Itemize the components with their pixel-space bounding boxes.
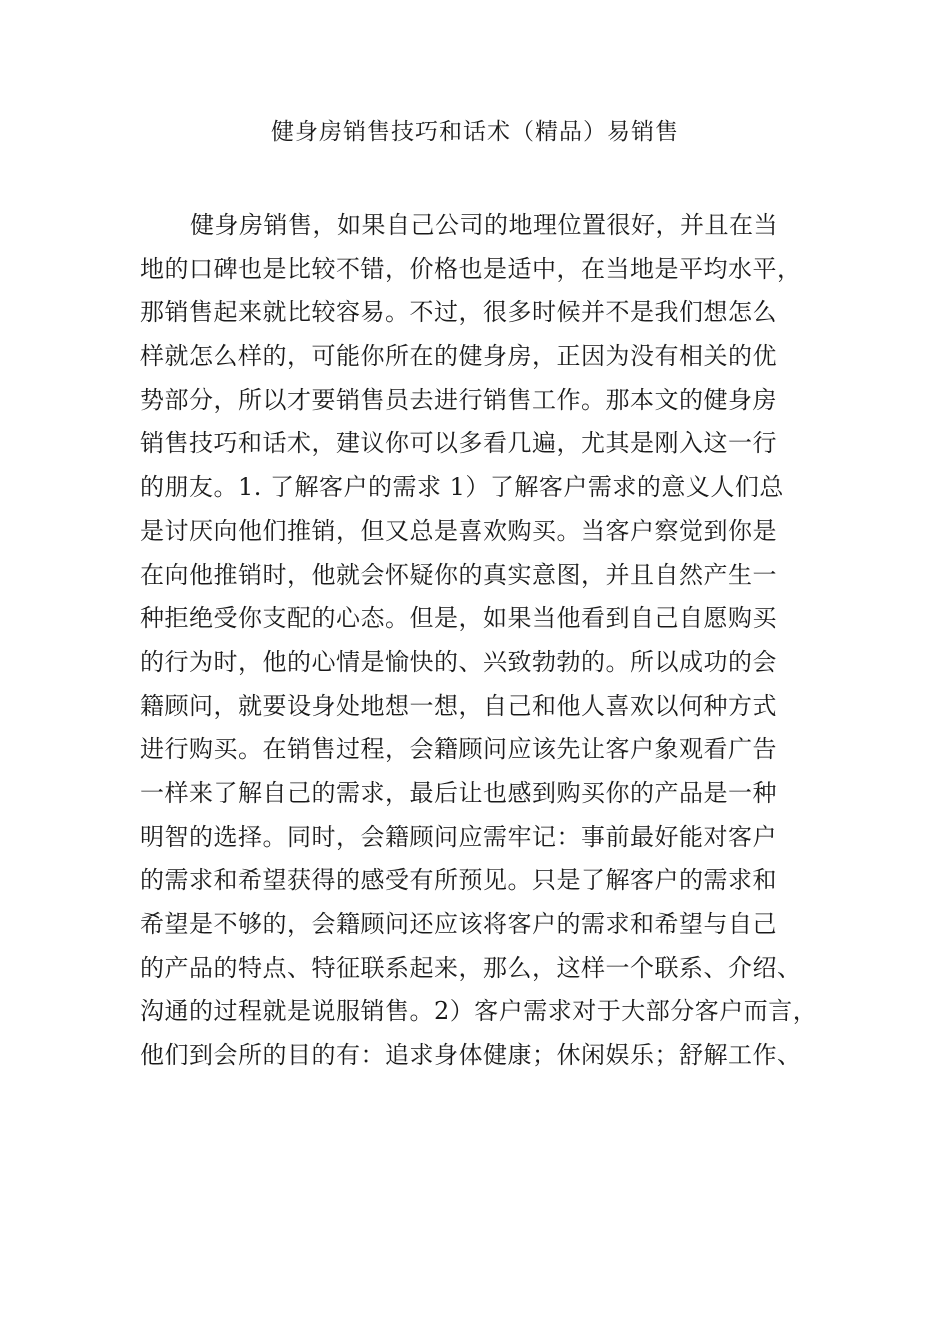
paragraph-line: 进行购买。在销售过程，会籍顾问应该先让客户象观看广告 — [140, 735, 777, 764]
paragraph-line: 地的口碑也是比较不错，价格也是适中，在当地是平均水平， — [140, 254, 802, 283]
paragraph-line: 籍顾问，就要设身处地想一想，自己和他人喜欢以何种方式 — [140, 691, 777, 720]
paragraph-line: 销售技巧和话术，建议你可以多看几遍，尤其是刚入这一行 — [140, 429, 777, 458]
paragraph-line: 的产品的特点、特征联系起来，那么，这样一个联系、介绍、 — [140, 953, 802, 982]
document-body — [140, 204, 830, 1078]
paragraph-line: 沟通的过程就是说服销售。2）客户需求对于大部分客户而言， — [140, 997, 818, 1026]
paragraph-line: 明智的选择。同时，会籍顾问应需牢记：事前最好能对客户 — [140, 822, 777, 851]
document-title: 健身房销售技巧和话术（精品）易销售 — [271, 119, 679, 145]
paragraph-line: 样就怎么样的，可能你所在的健身房，正因为没有相关的优 — [140, 342, 777, 371]
paragraph-line: 希望是不够的，会籍顾问还应该将客户的需求和希望与自己 — [140, 910, 777, 938]
paragraph-line: 的需求和希望获得的感受有所预见。只是了解客户的需求和 — [140, 866, 777, 895]
paragraph-line: 在向他推销时，他就会怀疑你的真实意图，并且自然产生一 — [140, 560, 777, 589]
paragraph-line: 势部分，所以才要销售员去进行销售工作。那本文的健身房 — [140, 385, 777, 414]
paragraph-line: 一样来了解自己的需求，最后让也感到购买你的产品是一种 — [140, 778, 777, 807]
paragraph-line: 那销售起来就比较容易。不过，很多时候并不是我们想怎么 — [140, 298, 777, 327]
paragraph-line: 种拒绝受你支配的心态。但是，如果当他看到自己自愿购买 — [140, 604, 777, 633]
paragraph-line: 健身房销售，如果自己公司的地理位置很好，并且在当 — [190, 211, 778, 239]
paragraph-line: 的行为时，他的心情是愉快的、兴致勃勃的。所以成功的会 — [140, 647, 777, 676]
paragraph-line: 的朋友。1. 了解客户的需求 1）了解客户需求的意义人们总 — [140, 473, 784, 502]
paragraph-line: 他们到会所的目的有：追求身体健康；休闲娱乐；舒解工作、 — [140, 1041, 802, 1070]
paragraph-line: 是讨厌向他们推销，但又总是喜欢购买。当客户察觉到你是 — [140, 516, 777, 545]
